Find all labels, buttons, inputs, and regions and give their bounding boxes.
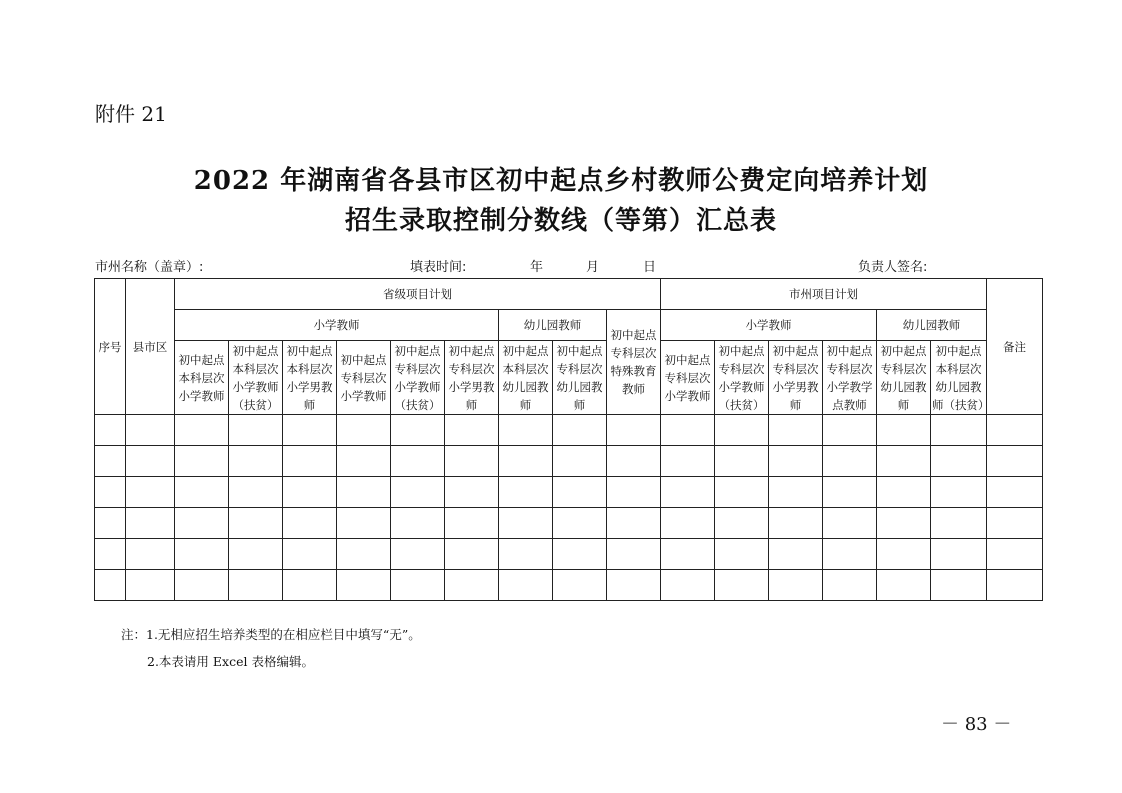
- table-cell[interactable]: [553, 508, 607, 539]
- table-cell[interactable]: [987, 446, 1043, 477]
- table-cell[interactable]: [499, 570, 553, 601]
- table-cell[interactable]: [987, 508, 1043, 539]
- table-cell[interactable]: [391, 415, 445, 446]
- table-cell[interactable]: [823, 539, 877, 570]
- year-label: 年: [530, 260, 544, 275]
- table-cell[interactable]: [337, 477, 391, 508]
- table-cell[interactable]: [175, 508, 229, 539]
- table-cell[interactable]: [987, 415, 1043, 446]
- table-cell[interactable]: [229, 415, 283, 446]
- summary-table: [94, 278, 1043, 601]
- table-cell[interactable]: [607, 508, 661, 539]
- table-cell[interactable]: [715, 539, 769, 570]
- header-muni-kinder: 幼儿园教师: [877, 310, 987, 341]
- table-cell[interactable]: [283, 477, 337, 508]
- table-cell[interactable]: [931, 477, 987, 508]
- header-prov-col: 初中起点专科层次小学教师（扶贫）: [391, 341, 445, 415]
- table-cell[interactable]: [661, 539, 715, 570]
- table-cell[interactable]: [499, 415, 553, 446]
- table-cell[interactable]: [715, 446, 769, 477]
- table-cell[interactable]: [445, 446, 499, 477]
- table-row: [95, 477, 1043, 508]
- header-prov-col: 初中起点本科层次幼儿园教师: [499, 341, 553, 415]
- header-muni-col: 初中起点专科层次幼儿园教师: [877, 341, 931, 415]
- table-cell[interactable]: [823, 508, 877, 539]
- table-cell[interactable]: [175, 539, 229, 570]
- table-cell[interactable]: [126, 477, 175, 508]
- table-cell[interactable]: [877, 570, 931, 601]
- table-cell[interactable]: [661, 415, 715, 446]
- table-cell[interactable]: [823, 477, 877, 508]
- table-cell[interactable]: [553, 477, 607, 508]
- table-cell[interactable]: [175, 570, 229, 601]
- day-label: 日: [643, 260, 657, 275]
- table-cell[interactable]: [931, 508, 987, 539]
- header-muni-col: 初中起点本科层次幼儿园教师（扶贫）: [931, 341, 987, 415]
- table-cell[interactable]: [283, 415, 337, 446]
- table-cell[interactable]: [391, 446, 445, 477]
- table-cell[interactable]: [229, 539, 283, 570]
- table-cell[interactable]: [391, 570, 445, 601]
- table-cell[interactable]: [229, 477, 283, 508]
- header-prov-primary: 小学教师: [175, 310, 499, 341]
- header-muni-primary: 小学教师: [661, 310, 877, 341]
- table-cell[interactable]: [337, 508, 391, 539]
- table-cell[interactable]: [337, 570, 391, 601]
- page-title-line2: 招生录取控制分数线（等第）汇总表: [344, 206, 777, 236]
- table-cell[interactable]: [445, 477, 499, 508]
- table-cell[interactable]: [553, 415, 607, 446]
- table-row: [95, 508, 1043, 539]
- city-name-label: 市州名称（盖章）:: [95, 260, 204, 275]
- table-row: [95, 415, 1043, 446]
- table-cell[interactable]: [715, 415, 769, 446]
- note-1: 注：1.无相应招生培养类型的在相应栏目中填写“无”。: [121, 627, 421, 642]
- table-cell[interactable]: [823, 446, 877, 477]
- table-cell[interactable]: [283, 539, 337, 570]
- note-2: 2.本表请用 Excel 表格编辑。: [147, 654, 314, 669]
- table-cell[interactable]: [391, 508, 445, 539]
- page-number: － 83 －: [941, 714, 1012, 735]
- table-cell[interactable]: [553, 539, 607, 570]
- header-muni-col: 初中起点专科层次小学男教师: [769, 341, 823, 415]
- signer-label: 负责人签名:: [858, 260, 928, 275]
- table-cell[interactable]: [607, 477, 661, 508]
- table-cell[interactable]: [126, 415, 175, 446]
- table-row: [95, 446, 1043, 477]
- table-cell[interactable]: [95, 477, 126, 508]
- table-cell[interactable]: [661, 508, 715, 539]
- table-cell[interactable]: [607, 570, 661, 601]
- table-cell[interactable]: [661, 477, 715, 508]
- table-cell[interactable]: [823, 415, 877, 446]
- header-remark: 备注: [987, 279, 1043, 415]
- table-cell[interactable]: [823, 570, 877, 601]
- table-cell[interactable]: [283, 570, 337, 601]
- table-cell[interactable]: [95, 539, 126, 570]
- table-cell[interactable]: [987, 477, 1043, 508]
- header-county: 县市区: [126, 279, 175, 415]
- table-cell[interactable]: [877, 508, 931, 539]
- table-cell[interactable]: [661, 570, 715, 601]
- table-cell[interactable]: [126, 446, 175, 477]
- table-cell[interactable]: [499, 508, 553, 539]
- table-cell[interactable]: [987, 539, 1043, 570]
- table-cell[interactable]: [95, 415, 126, 446]
- table-cell[interactable]: [769, 477, 823, 508]
- table-cell[interactable]: [661, 446, 715, 477]
- table-cell[interactable]: [126, 508, 175, 539]
- table-cell[interactable]: [715, 570, 769, 601]
- table-cell[interactable]: [445, 570, 499, 601]
- header-prov-col: 初中起点专科层次小学男教师: [445, 341, 499, 415]
- table-cell[interactable]: [445, 539, 499, 570]
- table-cell[interactable]: [715, 508, 769, 539]
- header-provincial: 省级项目计划: [175, 279, 661, 310]
- table-cell[interactable]: [337, 446, 391, 477]
- table-cell[interactable]: [877, 477, 931, 508]
- header-prov-kinder: 幼儿园教师: [499, 310, 607, 341]
- table-cell[interactable]: [499, 539, 553, 570]
- table-cell[interactable]: [769, 539, 823, 570]
- header-prov-col: 初中起点专科层次小学教师: [337, 341, 391, 415]
- table-cell[interactable]: [877, 415, 931, 446]
- fill-time-label: 填表时间:: [410, 260, 467, 275]
- table-cell[interactable]: [931, 415, 987, 446]
- table-cell[interactable]: [607, 539, 661, 570]
- table-cell[interactable]: [769, 446, 823, 477]
- table-cell[interactable]: [229, 570, 283, 601]
- header-muni-col: 初中起点专科层次小学教师（扶贫）: [715, 341, 769, 415]
- table-cell[interactable]: [499, 477, 553, 508]
- table-cell[interactable]: [931, 570, 987, 601]
- table-cell[interactable]: [95, 570, 126, 601]
- table-cell[interactable]: [769, 570, 823, 601]
- table-cell[interactable]: [175, 446, 229, 477]
- table-cell[interactable]: [175, 477, 229, 508]
- table-cell[interactable]: [877, 539, 931, 570]
- table-cell[interactable]: [877, 446, 931, 477]
- table-cell[interactable]: [391, 539, 445, 570]
- table-cell[interactable]: [931, 446, 987, 477]
- table-cell[interactable]: [95, 446, 126, 477]
- table-cell[interactable]: [445, 508, 499, 539]
- page-title-line1: 2022 年湖南省各县市区初中起点乡村教师公费定向培养计划: [193, 166, 929, 196]
- table-cell[interactable]: [337, 415, 391, 446]
- table-cell[interactable]: [987, 570, 1043, 601]
- header-muni-col: 初中起点专科层次小学教师: [661, 341, 715, 415]
- table-cell[interactable]: [126, 539, 175, 570]
- table-cell[interactable]: [126, 570, 175, 601]
- table-cell[interactable]: [229, 446, 283, 477]
- table-cell[interactable]: [337, 539, 391, 570]
- table-cell[interactable]: [769, 415, 823, 446]
- table-cell[interactable]: [229, 508, 283, 539]
- month-label: 月: [586, 260, 600, 275]
- table-row: [95, 570, 1043, 601]
- table-cell[interactable]: [553, 570, 607, 601]
- header-municipal: 市州项目计划: [661, 279, 987, 310]
- table-cell[interactable]: [607, 415, 661, 446]
- header-prov-col: 初中起点专科层次幼儿园教师: [553, 341, 607, 415]
- table-cell[interactable]: [607, 446, 661, 477]
- table-cell[interactable]: [283, 446, 337, 477]
- header-prov-col: 初中起点本科层次小学男教师: [283, 341, 337, 415]
- header-prov-special: 初中起点专科层次特殊教育教师: [607, 310, 661, 415]
- header-muni-col: 初中起点专科层次小学教学点教师: [823, 341, 877, 415]
- table-cell[interactable]: [445, 415, 499, 446]
- table-cell[interactable]: [715, 477, 769, 508]
- table-cell[interactable]: [553, 446, 607, 477]
- header-prov-col: 初中起点本科层次小学教师: [175, 341, 229, 415]
- header-no: 序号: [95, 279, 126, 415]
- header-prov-col: 初中起点本科层次小学教师（扶贫）: [229, 341, 283, 415]
- attachment-label: 附件 21: [95, 102, 167, 126]
- table-cell[interactable]: [931, 539, 987, 570]
- table-cell[interactable]: [175, 415, 229, 446]
- table-cell[interactable]: [769, 508, 823, 539]
- table-cell[interactable]: [283, 508, 337, 539]
- table-cell[interactable]: [391, 477, 445, 508]
- table-cell[interactable]: [95, 508, 126, 539]
- table-cell[interactable]: [499, 446, 553, 477]
- table-row: [95, 539, 1043, 570]
